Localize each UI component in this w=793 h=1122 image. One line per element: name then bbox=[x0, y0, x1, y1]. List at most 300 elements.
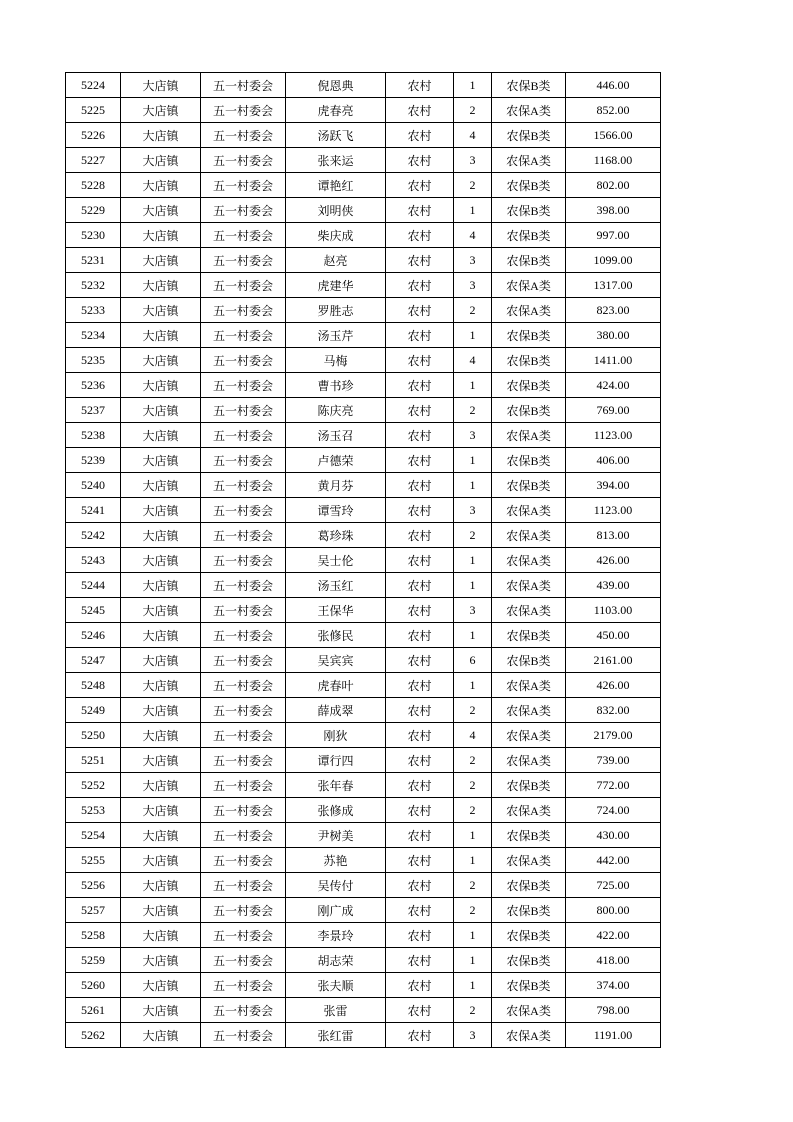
cell-amount: 1317.00 bbox=[566, 273, 661, 298]
cell-category: 农村 bbox=[386, 323, 454, 348]
cell-insurance-type: 农保B类 bbox=[492, 398, 566, 423]
cell-category: 农村 bbox=[386, 173, 454, 198]
table-row bbox=[66, 198, 661, 223]
cell-record-id: 5241 bbox=[66, 498, 121, 523]
cell-record-id: 5235 bbox=[66, 348, 121, 373]
cell-amount: 426.00 bbox=[566, 548, 661, 573]
cell-person-name: 王保华 bbox=[286, 598, 386, 623]
cell-category: 农村 bbox=[386, 573, 454, 598]
cell-person-name: 柴庆成 bbox=[286, 223, 386, 248]
table-row bbox=[66, 523, 661, 548]
cell-village-committee: 五一村委会 bbox=[201, 248, 286, 273]
cell-record-id: 5245 bbox=[66, 598, 121, 623]
cell-person-count: 1 bbox=[454, 973, 492, 998]
cell-person-count: 1 bbox=[454, 473, 492, 498]
cell-category: 农村 bbox=[386, 123, 454, 148]
cell-category: 农村 bbox=[386, 473, 454, 498]
cell-insurance-type: 农保A类 bbox=[492, 598, 566, 623]
cell-record-id: 5249 bbox=[66, 698, 121, 723]
cell-category: 农村 bbox=[386, 223, 454, 248]
cell-category: 农村 bbox=[386, 548, 454, 573]
cell-insurance-type: 农保B类 bbox=[492, 648, 566, 673]
cell-village-committee: 五一村委会 bbox=[201, 173, 286, 198]
cell-person-count: 1 bbox=[454, 823, 492, 848]
cell-town: 大店镇 bbox=[121, 498, 201, 523]
cell-town: 大店镇 bbox=[121, 873, 201, 898]
cell-person-name: 谭行四 bbox=[286, 748, 386, 773]
cell-category: 农村 bbox=[386, 798, 454, 823]
cell-amount: 424.00 bbox=[566, 373, 661, 398]
cell-person-count: 2 bbox=[454, 698, 492, 723]
cell-insurance-type: 农保A类 bbox=[492, 523, 566, 548]
cell-village-committee: 五一村委会 bbox=[201, 798, 286, 823]
cell-person-name: 张修民 bbox=[286, 623, 386, 648]
cell-person-count: 3 bbox=[454, 423, 492, 448]
cell-person-name: 罗胜志 bbox=[286, 298, 386, 323]
cell-person-count: 4 bbox=[454, 123, 492, 148]
cell-category: 农村 bbox=[386, 848, 454, 873]
cell-person-name: 虎建华 bbox=[286, 273, 386, 298]
cell-record-id: 5254 bbox=[66, 823, 121, 848]
cell-record-id: 5244 bbox=[66, 573, 121, 598]
cell-person-count: 2 bbox=[454, 748, 492, 773]
cell-record-id: 5247 bbox=[66, 648, 121, 673]
cell-town: 大店镇 bbox=[121, 248, 201, 273]
cell-village-committee: 五一村委会 bbox=[201, 998, 286, 1023]
cell-town: 大店镇 bbox=[121, 648, 201, 673]
cell-record-id: 5232 bbox=[66, 273, 121, 298]
cell-amount: 394.00 bbox=[566, 473, 661, 498]
cell-category: 农村 bbox=[386, 348, 454, 373]
cell-record-id: 5248 bbox=[66, 673, 121, 698]
cell-person-name: 倪恩典 bbox=[286, 73, 386, 98]
cell-person-name: 赵亮 bbox=[286, 248, 386, 273]
table-row bbox=[66, 598, 661, 623]
cell-record-id: 5237 bbox=[66, 398, 121, 423]
table-row bbox=[66, 148, 661, 173]
table-row bbox=[66, 398, 661, 423]
cell-record-id: 5240 bbox=[66, 473, 121, 498]
cell-town: 大店镇 bbox=[121, 973, 201, 998]
table-row bbox=[66, 898, 661, 923]
cell-person-name: 刚狄 bbox=[286, 723, 386, 748]
cell-village-committee: 五一村委会 bbox=[201, 973, 286, 998]
cell-record-id: 5230 bbox=[66, 223, 121, 248]
cell-town: 大店镇 bbox=[121, 923, 201, 948]
table-row bbox=[66, 248, 661, 273]
cell-record-id: 5243 bbox=[66, 548, 121, 573]
cell-person-count: 2 bbox=[454, 298, 492, 323]
cell-record-id: 5231 bbox=[66, 248, 121, 273]
table-row bbox=[66, 798, 661, 823]
cell-village-committee: 五一村委会 bbox=[201, 398, 286, 423]
cell-amount: 813.00 bbox=[566, 523, 661, 548]
cell-person-name: 谭艳红 bbox=[286, 173, 386, 198]
cell-record-id: 5258 bbox=[66, 923, 121, 948]
table-row bbox=[66, 948, 661, 973]
cell-amount: 823.00 bbox=[566, 298, 661, 323]
cell-amount: 439.00 bbox=[566, 573, 661, 598]
cell-record-id: 5239 bbox=[66, 448, 121, 473]
cell-category: 农村 bbox=[386, 148, 454, 173]
cell-village-committee: 五一村委会 bbox=[201, 148, 286, 173]
cell-town: 大店镇 bbox=[121, 348, 201, 373]
table-row bbox=[66, 848, 661, 873]
cell-amount: 446.00 bbox=[566, 73, 661, 98]
table-row bbox=[66, 173, 661, 198]
cell-amount: 426.00 bbox=[566, 673, 661, 698]
cell-person-count: 4 bbox=[454, 348, 492, 373]
cell-amount: 725.00 bbox=[566, 873, 661, 898]
cell-amount: 769.00 bbox=[566, 398, 661, 423]
cell-record-id: 5252 bbox=[66, 773, 121, 798]
cell-person-count: 1 bbox=[454, 373, 492, 398]
cell-category: 农村 bbox=[386, 423, 454, 448]
cell-insurance-type: 农保B类 bbox=[492, 323, 566, 348]
cell-record-id: 5246 bbox=[66, 623, 121, 648]
cell-town: 大店镇 bbox=[121, 423, 201, 448]
table-row bbox=[66, 773, 661, 798]
cell-insurance-type: 农保A类 bbox=[492, 698, 566, 723]
cell-category: 农村 bbox=[386, 373, 454, 398]
cell-village-committee: 五一村委会 bbox=[201, 698, 286, 723]
table-row bbox=[66, 73, 661, 98]
cell-person-name: 刘明侠 bbox=[286, 198, 386, 223]
cell-record-id: 5225 bbox=[66, 98, 121, 123]
cell-town: 大店镇 bbox=[121, 623, 201, 648]
cell-town: 大店镇 bbox=[121, 773, 201, 798]
cell-amount: 2161.00 bbox=[566, 648, 661, 673]
cell-person-name: 汤玉红 bbox=[286, 573, 386, 598]
table-body bbox=[66, 73, 661, 1048]
cell-town: 大店镇 bbox=[121, 548, 201, 573]
cell-town: 大店镇 bbox=[121, 448, 201, 473]
cell-record-id: 5261 bbox=[66, 998, 121, 1023]
cell-amount: 1566.00 bbox=[566, 123, 661, 148]
cell-person-name: 李景玲 bbox=[286, 923, 386, 948]
cell-insurance-type: 农保B类 bbox=[492, 973, 566, 998]
cell-category: 农村 bbox=[386, 523, 454, 548]
cell-person-count: 2 bbox=[454, 998, 492, 1023]
cell-town: 大店镇 bbox=[121, 373, 201, 398]
cell-village-committee: 五一村委会 bbox=[201, 348, 286, 373]
cell-village-committee: 五一村委会 bbox=[201, 298, 286, 323]
cell-amount: 374.00 bbox=[566, 973, 661, 998]
cell-amount: 802.00 bbox=[566, 173, 661, 198]
cell-village-committee: 五一村委会 bbox=[201, 523, 286, 548]
cell-person-name: 卢德荣 bbox=[286, 448, 386, 473]
cell-village-committee: 五一村委会 bbox=[201, 273, 286, 298]
cell-village-committee: 五一村委会 bbox=[201, 448, 286, 473]
table-row bbox=[66, 673, 661, 698]
cell-village-committee: 五一村委会 bbox=[201, 748, 286, 773]
cell-record-id: 5250 bbox=[66, 723, 121, 748]
cell-insurance-type: 农保B类 bbox=[492, 898, 566, 923]
cell-amount: 772.00 bbox=[566, 773, 661, 798]
cell-person-name: 张雷 bbox=[286, 998, 386, 1023]
cell-village-committee: 五一村委会 bbox=[201, 323, 286, 348]
cell-person-name: 陈庆亮 bbox=[286, 398, 386, 423]
cell-person-count: 1 bbox=[454, 848, 492, 873]
cell-person-name: 曹书珍 bbox=[286, 373, 386, 398]
cell-insurance-type: 农保A类 bbox=[492, 723, 566, 748]
cell-person-count: 3 bbox=[454, 248, 492, 273]
cell-category: 农村 bbox=[386, 73, 454, 98]
cell-person-count: 1 bbox=[454, 548, 492, 573]
cell-person-count: 3 bbox=[454, 598, 492, 623]
cell-village-committee: 五一村委会 bbox=[201, 923, 286, 948]
cell-amount: 380.00 bbox=[566, 323, 661, 348]
cell-person-name: 虎春亮 bbox=[286, 98, 386, 123]
cell-amount: 832.00 bbox=[566, 698, 661, 723]
cell-village-committee: 五一村委会 bbox=[201, 598, 286, 623]
cell-insurance-type: 农保A类 bbox=[492, 848, 566, 873]
cell-person-name: 吴宾宾 bbox=[286, 648, 386, 673]
cell-town: 大店镇 bbox=[121, 298, 201, 323]
table-row bbox=[66, 298, 661, 323]
cell-person-count: 1 bbox=[454, 923, 492, 948]
cell-record-id: 5224 bbox=[66, 73, 121, 98]
cell-person-count: 2 bbox=[454, 873, 492, 898]
cell-person-count: 2 bbox=[454, 98, 492, 123]
cell-person-name: 胡志荣 bbox=[286, 948, 386, 973]
cell-village-committee: 五一村委会 bbox=[201, 948, 286, 973]
cell-amount: 852.00 bbox=[566, 98, 661, 123]
table-row bbox=[66, 748, 661, 773]
cell-category: 农村 bbox=[386, 873, 454, 898]
cell-person-count: 1 bbox=[454, 448, 492, 473]
cell-category: 农村 bbox=[386, 623, 454, 648]
cell-category: 农村 bbox=[386, 398, 454, 423]
cell-category: 农村 bbox=[386, 923, 454, 948]
cell-category: 农村 bbox=[386, 498, 454, 523]
cell-village-committee: 五一村委会 bbox=[201, 773, 286, 798]
cell-village-committee: 五一村委会 bbox=[201, 723, 286, 748]
cell-village-committee: 五一村委会 bbox=[201, 848, 286, 873]
cell-village-committee: 五一村委会 bbox=[201, 123, 286, 148]
cell-record-id: 5236 bbox=[66, 373, 121, 398]
cell-village-committee: 五一村委会 bbox=[201, 223, 286, 248]
cell-insurance-type: 农保B类 bbox=[492, 923, 566, 948]
cell-insurance-type: 农保A类 bbox=[492, 748, 566, 773]
cell-village-committee: 五一村委会 bbox=[201, 198, 286, 223]
cell-category: 农村 bbox=[386, 723, 454, 748]
cell-village-committee: 五一村委会 bbox=[201, 623, 286, 648]
cell-insurance-type: 农保B类 bbox=[492, 473, 566, 498]
cell-village-committee: 五一村委会 bbox=[201, 573, 286, 598]
cell-insurance-type: 农保A类 bbox=[492, 798, 566, 823]
cell-amount: 1168.00 bbox=[566, 148, 661, 173]
cell-person-count: 3 bbox=[454, 148, 492, 173]
cell-town: 大店镇 bbox=[121, 598, 201, 623]
cell-person-count: 6 bbox=[454, 648, 492, 673]
cell-amount: 398.00 bbox=[566, 198, 661, 223]
table-row bbox=[66, 498, 661, 523]
cell-town: 大店镇 bbox=[121, 998, 201, 1023]
cell-person-count: 1 bbox=[454, 573, 492, 598]
table-row bbox=[66, 273, 661, 298]
cell-category: 农村 bbox=[386, 198, 454, 223]
cell-category: 农村 bbox=[386, 273, 454, 298]
cell-person-name: 张夫顺 bbox=[286, 973, 386, 998]
cell-village-committee: 五一村委会 bbox=[201, 873, 286, 898]
cell-category: 农村 bbox=[386, 773, 454, 798]
cell-amount: 1191.00 bbox=[566, 1023, 661, 1048]
cell-village-committee: 五一村委会 bbox=[201, 373, 286, 398]
cell-record-id: 5257 bbox=[66, 898, 121, 923]
cell-category: 农村 bbox=[386, 1023, 454, 1048]
cell-record-id: 5253 bbox=[66, 798, 121, 823]
cell-village-committee: 五一村委会 bbox=[201, 473, 286, 498]
cell-insurance-type: 农保A类 bbox=[492, 1023, 566, 1048]
cell-insurance-type: 农保B类 bbox=[492, 448, 566, 473]
cell-person-count: 2 bbox=[454, 523, 492, 548]
cell-village-committee: 五一村委会 bbox=[201, 548, 286, 573]
cell-record-id: 5260 bbox=[66, 973, 121, 998]
cell-town: 大店镇 bbox=[121, 848, 201, 873]
cell-insurance-type: 农保B类 bbox=[492, 348, 566, 373]
cell-town: 大店镇 bbox=[121, 273, 201, 298]
table-row bbox=[66, 973, 661, 998]
cell-town: 大店镇 bbox=[121, 148, 201, 173]
cell-village-committee: 五一村委会 bbox=[201, 498, 286, 523]
cell-town: 大店镇 bbox=[121, 473, 201, 498]
cell-category: 农村 bbox=[386, 298, 454, 323]
cell-insurance-type: 农保A类 bbox=[492, 273, 566, 298]
cell-amount: 1411.00 bbox=[566, 348, 661, 373]
cell-town: 大店镇 bbox=[121, 323, 201, 348]
cell-amount: 450.00 bbox=[566, 623, 661, 648]
cell-insurance-type: 农保A类 bbox=[492, 673, 566, 698]
cell-insurance-type: 农保B类 bbox=[492, 248, 566, 273]
table-row bbox=[66, 473, 661, 498]
cell-amount: 2179.00 bbox=[566, 723, 661, 748]
cell-person-count: 2 bbox=[454, 173, 492, 198]
cell-town: 大店镇 bbox=[121, 948, 201, 973]
cell-amount: 430.00 bbox=[566, 823, 661, 848]
cell-person-count: 2 bbox=[454, 898, 492, 923]
cell-record-id: 5226 bbox=[66, 123, 121, 148]
table-row bbox=[66, 98, 661, 123]
cell-amount: 800.00 bbox=[566, 898, 661, 923]
cell-amount: 997.00 bbox=[566, 223, 661, 248]
cell-category: 农村 bbox=[386, 748, 454, 773]
cell-village-committee: 五一村委会 bbox=[201, 1023, 286, 1048]
cell-amount: 1099.00 bbox=[566, 248, 661, 273]
cell-village-committee: 五一村委会 bbox=[201, 98, 286, 123]
cell-record-id: 5228 bbox=[66, 173, 121, 198]
cell-person-name: 汤跃飞 bbox=[286, 123, 386, 148]
cell-category: 农村 bbox=[386, 973, 454, 998]
cell-insurance-type: 农保B类 bbox=[492, 173, 566, 198]
cell-person-count: 1 bbox=[454, 948, 492, 973]
cell-category: 农村 bbox=[386, 948, 454, 973]
table-row bbox=[66, 698, 661, 723]
cell-record-id: 5238 bbox=[66, 423, 121, 448]
cell-person-count: 1 bbox=[454, 673, 492, 698]
cell-record-id: 5259 bbox=[66, 948, 121, 973]
cell-amount: 418.00 bbox=[566, 948, 661, 973]
cell-town: 大店镇 bbox=[121, 573, 201, 598]
cell-amount: 406.00 bbox=[566, 448, 661, 473]
table-row bbox=[66, 573, 661, 598]
cell-person-name: 葛珍珠 bbox=[286, 523, 386, 548]
cell-town: 大店镇 bbox=[121, 198, 201, 223]
cell-person-name: 汤玉芹 bbox=[286, 323, 386, 348]
cell-town: 大店镇 bbox=[121, 173, 201, 198]
cell-person-name: 马梅 bbox=[286, 348, 386, 373]
cell-record-id: 5234 bbox=[66, 323, 121, 348]
cell-town: 大店镇 bbox=[121, 223, 201, 248]
cell-record-id: 5242 bbox=[66, 523, 121, 548]
cell-person-count: 2 bbox=[454, 773, 492, 798]
cell-village-committee: 五一村委会 bbox=[201, 898, 286, 923]
cell-record-id: 5255 bbox=[66, 848, 121, 873]
cell-insurance-type: 农保A类 bbox=[492, 573, 566, 598]
cell-person-name: 刚广成 bbox=[286, 898, 386, 923]
cell-person-count: 3 bbox=[454, 498, 492, 523]
cell-person-count: 1 bbox=[454, 73, 492, 98]
cell-village-committee: 五一村委会 bbox=[201, 673, 286, 698]
cell-person-count: 1 bbox=[454, 623, 492, 648]
cell-person-name: 吴士伦 bbox=[286, 548, 386, 573]
table-row bbox=[66, 1023, 661, 1048]
cell-record-id: 5233 bbox=[66, 298, 121, 323]
cell-amount: 442.00 bbox=[566, 848, 661, 873]
cell-person-name: 苏艳 bbox=[286, 848, 386, 873]
table-row bbox=[66, 623, 661, 648]
cell-insurance-type: 农保B类 bbox=[492, 73, 566, 98]
table-row bbox=[66, 223, 661, 248]
cell-amount: 1103.00 bbox=[566, 598, 661, 623]
cell-amount: 739.00 bbox=[566, 748, 661, 773]
cell-category: 农村 bbox=[386, 898, 454, 923]
cell-insurance-type: 农保B类 bbox=[492, 823, 566, 848]
cell-person-count: 3 bbox=[454, 273, 492, 298]
table-row bbox=[66, 873, 661, 898]
cell-town: 大店镇 bbox=[121, 673, 201, 698]
cell-town: 大店镇 bbox=[121, 748, 201, 773]
cell-record-id: 5262 bbox=[66, 1023, 121, 1048]
cell-person-name: 张修成 bbox=[286, 798, 386, 823]
cell-category: 农村 bbox=[386, 823, 454, 848]
cell-insurance-type: 农保B类 bbox=[492, 198, 566, 223]
cell-town: 大店镇 bbox=[121, 123, 201, 148]
cell-town: 大店镇 bbox=[121, 798, 201, 823]
cell-insurance-type: 农保A类 bbox=[492, 498, 566, 523]
cell-village-committee: 五一村委会 bbox=[201, 823, 286, 848]
cell-village-committee: 五一村委会 bbox=[201, 423, 286, 448]
cell-person-name: 谭雪玲 bbox=[286, 498, 386, 523]
cell-person-name: 薛成翠 bbox=[286, 698, 386, 723]
cell-amount: 724.00 bbox=[566, 798, 661, 823]
table-row bbox=[66, 448, 661, 473]
cell-record-id: 5227 bbox=[66, 148, 121, 173]
table-row bbox=[66, 823, 661, 848]
cell-town: 大店镇 bbox=[121, 98, 201, 123]
cell-person-count: 4 bbox=[454, 723, 492, 748]
cell-insurance-type: 农保B类 bbox=[492, 223, 566, 248]
cell-amount: 422.00 bbox=[566, 923, 661, 948]
cell-record-id: 5251 bbox=[66, 748, 121, 773]
cell-town: 大店镇 bbox=[121, 1023, 201, 1048]
table-row bbox=[66, 723, 661, 748]
table-row bbox=[66, 548, 661, 573]
cell-person-name: 虎春叶 bbox=[286, 673, 386, 698]
cell-insurance-type: 农保A类 bbox=[492, 423, 566, 448]
table-row bbox=[66, 423, 661, 448]
cell-insurance-type: 农保B类 bbox=[492, 123, 566, 148]
